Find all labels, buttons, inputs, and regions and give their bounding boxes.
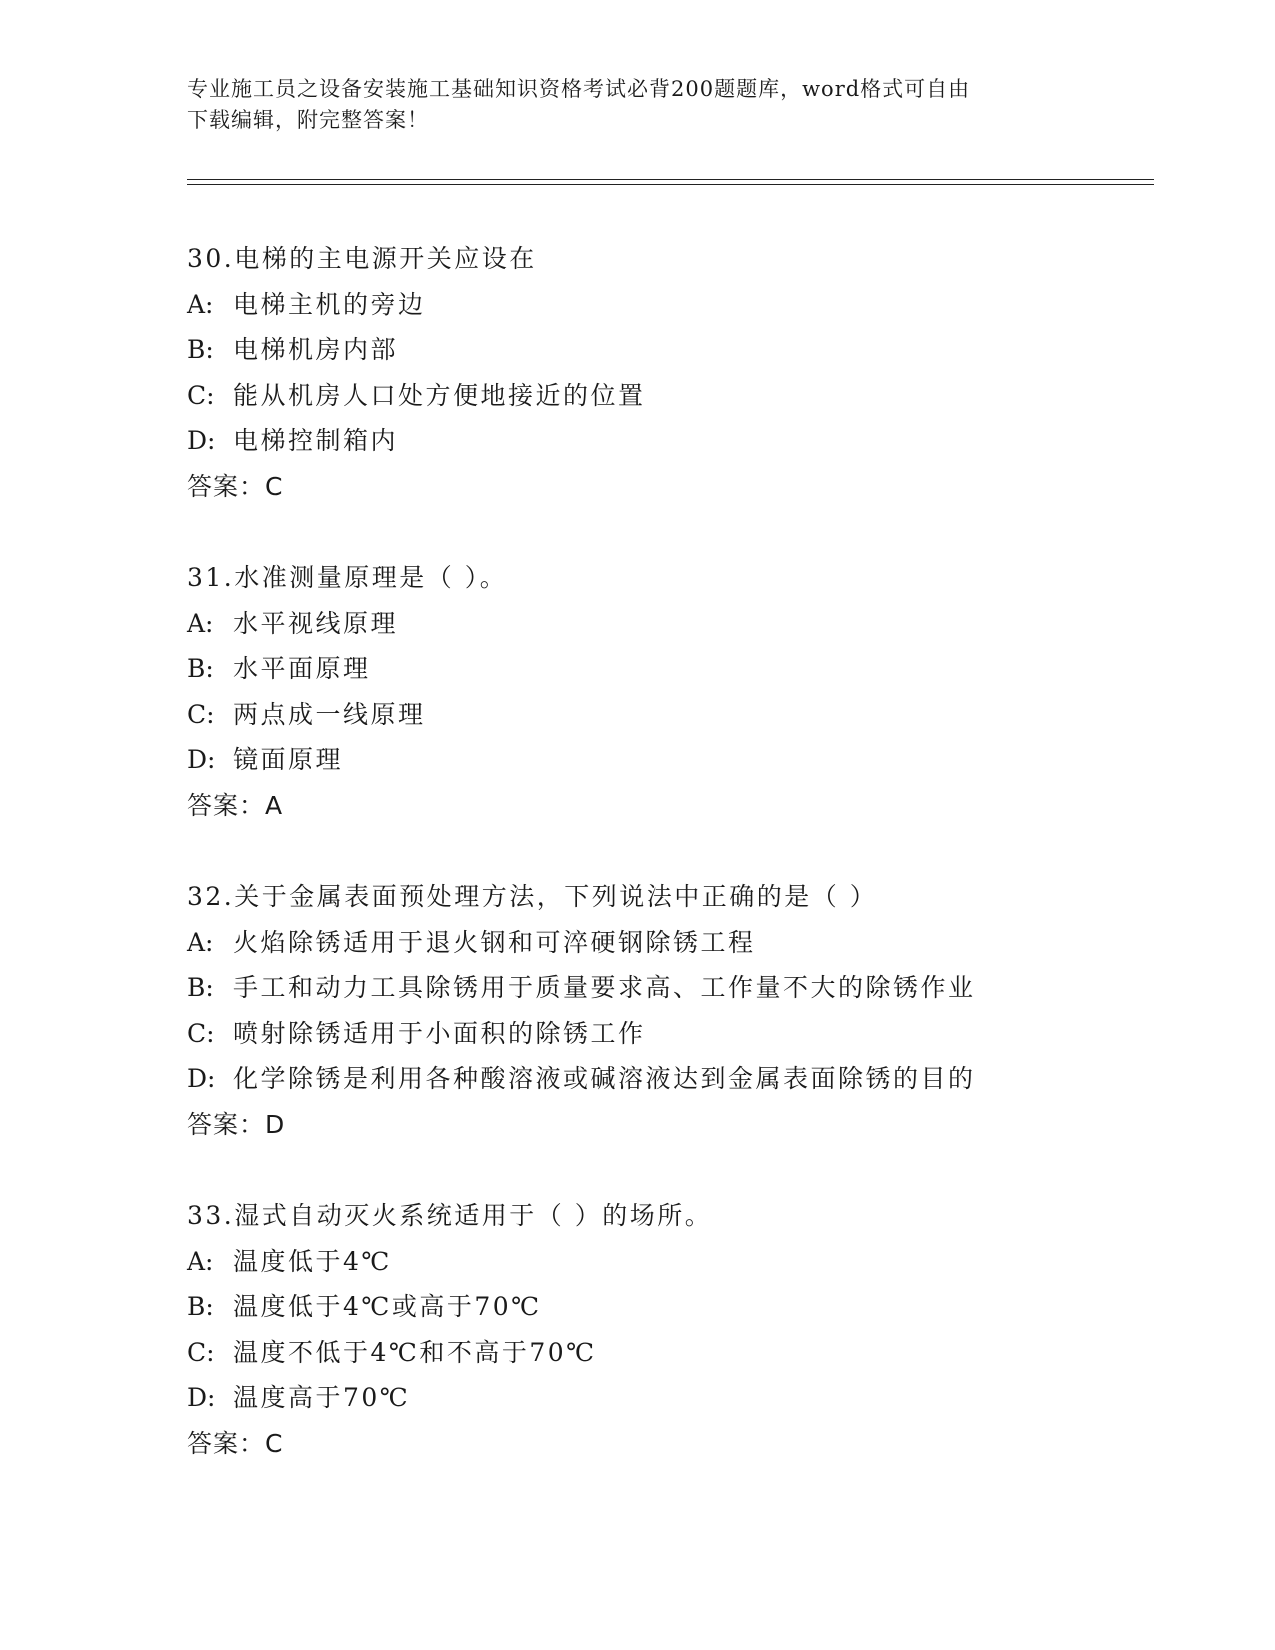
option-letter: A:	[187, 927, 214, 957]
option-c	[187, 692, 1147, 738]
option-text: 电梯控制箱内	[233, 426, 399, 455]
option-text: 温度低于4℃或高于70℃	[233, 1292, 542, 1321]
question-stem: 33.湿式自动灭火系统适用于（ ）的场所。	[187, 1201, 713, 1230]
option-a	[187, 282, 1147, 328]
option-text: 电梯机房内部	[233, 335, 399, 364]
answer-line: 答案：C	[187, 1428, 284, 1458]
option-letter: C:	[187, 699, 215, 729]
option-d	[187, 1375, 1147, 1421]
option-letter: B:	[187, 973, 214, 1002]
option-text: 温度高于70℃	[233, 1383, 411, 1412]
option-text: 温度不低于4℃和不高于70℃	[233, 1337, 597, 1367]
option-text: 电梯主机的旁边	[233, 289, 426, 319]
option-text: 温度低于4℃	[233, 1246, 392, 1276]
option-letter: D:	[187, 1064, 216, 1093]
option-b	[187, 1284, 1147, 1330]
option-text: 水平视线原理	[233, 608, 399, 638]
option-text: 两点成一线原理	[233, 699, 426, 729]
question-stem: 31.水准测量原理是（ ）。	[187, 563, 508, 592]
option-letter: C:	[187, 1337, 215, 1367]
document-header	[187, 74, 1067, 136]
option-letter: A:	[187, 1246, 214, 1276]
option-letter: D:	[187, 1383, 216, 1412]
option-letter: B:	[187, 335, 214, 364]
option-a	[187, 601, 1147, 647]
option-a	[187, 920, 1147, 966]
header-divider-top	[187, 179, 1154, 180]
option-text: 能从机房人口处方便地接近的位置	[233, 380, 646, 410]
option-b	[187, 646, 1147, 692]
option-d	[187, 737, 1147, 783]
question-stem: 32.关于金属表面预处理方法，下列说法中正确的是（ ）	[187, 882, 878, 911]
option-letter: C:	[187, 1018, 215, 1048]
question-stem: 30.电梯的主电源开关应设在	[187, 244, 537, 273]
header-line-2: 下载编辑，附完整答案！	[187, 108, 429, 132]
option-text: 镜面原理	[233, 745, 344, 774]
option-letter: D:	[187, 426, 216, 455]
question-33	[187, 1193, 1147, 1466]
option-c	[187, 1330, 1147, 1376]
option-text: 化学除锈是利用各种酸溶液或碱溶液达到金属表面除锈的目的	[233, 1064, 976, 1093]
answer-line: 答案：C	[187, 471, 284, 501]
option-text: 喷射除锈适用于小面积的除锈工作	[233, 1018, 646, 1048]
option-d	[187, 418, 1147, 464]
option-letter: C:	[187, 380, 215, 410]
option-letter: A:	[187, 289, 214, 319]
option-a	[187, 1239, 1147, 1285]
question-30	[187, 236, 1147, 509]
option-text: 火焰除锈适用于退火钢和可淬硬钢除锈工程	[233, 927, 756, 957]
header-divider-bottom	[187, 184, 1154, 185]
option-b	[187, 327, 1147, 373]
option-d	[187, 1056, 1147, 1102]
question-31	[187, 555, 1147, 828]
header-line-1: 专业施工员之设备安装施工基础知识资格考试必背200题题库，word格式可自由	[187, 77, 971, 101]
answer-line: 答案：D	[187, 1109, 286, 1139]
question-32	[187, 874, 1147, 1147]
option-text: 水平面原理	[233, 654, 371, 683]
option-letter: D:	[187, 745, 216, 774]
option-b	[187, 965, 1147, 1011]
option-letter: A:	[187, 608, 214, 638]
option-text: 手工和动力工具除锈用于质量要求高、工作量不大的除锈作业	[233, 973, 976, 1002]
answer-line: 答案：A	[187, 790, 284, 820]
option-c	[187, 373, 1147, 419]
option-c	[187, 1011, 1147, 1057]
question-list	[187, 236, 1147, 1512]
option-letter: B:	[187, 654, 214, 683]
option-letter: B:	[187, 1292, 214, 1321]
